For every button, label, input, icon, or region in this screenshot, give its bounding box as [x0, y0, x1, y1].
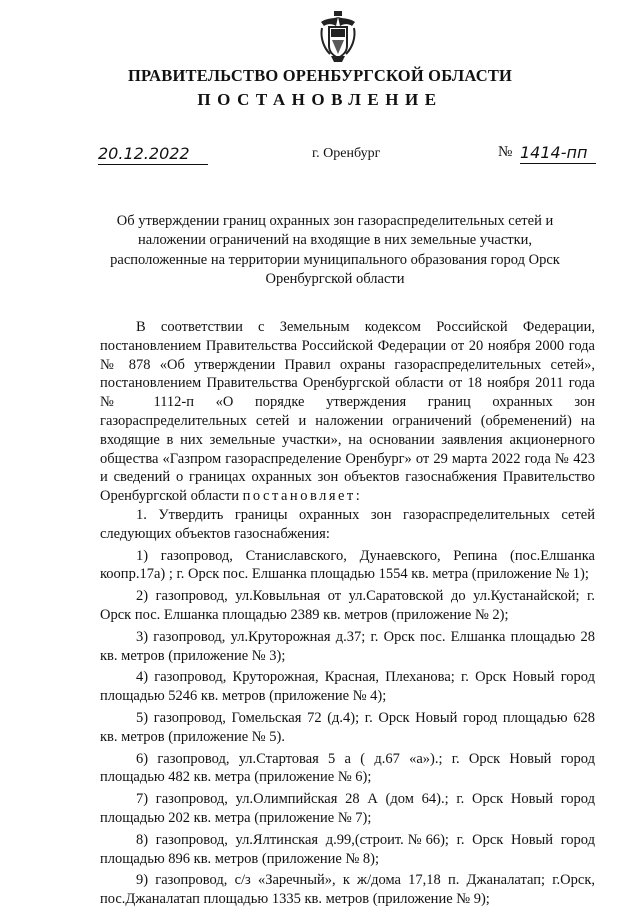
list-item: 7) газопровод, ул.Олимпийская 28 А (дом 64).; г. Орск Новый город площадью 202 кв. метра (приложение № 7);	[100, 791, 595, 826]
point-1: 1. Утвердить границы охранных зон газораспределительных сетей следующих объектов газоснабжения:	[100, 506, 595, 542]
document-city: г. Оренбург	[312, 146, 381, 161]
list-item: 2) газопровод, ул.Ковыльная от ул.Саратовской до ул.Кустанайской; г. Орск пос. Елшанка площадью 2389 кв. метров (приложение № 2);	[100, 588, 595, 623]
list-item: 5) газопровод, Гомельская 72 (д.4); г. Орск Новый город площадью 628 кв. метров (приложение № 5).	[100, 709, 595, 745]
preamble-verb: постановляет:	[242, 488, 363, 505]
document-body	[100, 318, 595, 909]
document-title: Об утверждении границ охранных зон газораспределительных сетей и наложении ограничений на входящие в них земельные участки, расположенные на территории муниципального образования город Орск Оренбургской области	[110, 213, 560, 287]
document-number: 1414-пп	[520, 143, 596, 164]
preamble-paragraph	[100, 318, 595, 506]
list-item: 3) газопровод, ул.Круторожная д.37; г. Орск пос. Елшанка площадью 28 кв. метров (приложение № 3);	[100, 628, 595, 664]
list-item: 9) газопровод, с/з «Заречный», к ж/дома 17,18 п. Джаналатап; г.Орск, пос.Джаналатап площадью 1335 кв. метров (приложение № 9);	[100, 872, 595, 908]
list-item: 6) газопровод, ул.Стартовая 5 а ( д.67 «а»).; г. Орск Новый город площадью 482 кв. метра (приложение № 6);	[100, 750, 595, 786]
list-item: 1) газопровод, Станиславского, Дунаевского, Репина (пос.Елшанка коопр.17а) ; г. Орск пос. Елшанка площадью 1554 кв. метра (приложение № 1);	[100, 547, 595, 583]
coat-of-arms-emblem	[318, 10, 358, 64]
list-item: 4) газопровод, Круторожная, Красная, Плеханова; г. Орск Новый город площадью 5246 кв. метров (приложение № 4);	[100, 669, 595, 705]
document-date: 20.12.2022	[98, 144, 208, 165]
number-label: №	[498, 144, 513, 160]
list-item: 8) газопровод, ул.Ялтинская д.99,(строит.№66); г. Орск Новый город площадью 896 кв. метров (приложение № 8);	[100, 831, 595, 867]
government-name: ПРАВИТЕЛЬСТВО ОРЕНБУРГСКОЙ ОБЛАСТИ	[127, 66, 513, 85]
preamble-text: В соответствии с Земельным кодексом Российской Федерации, постановлением Правительства Российской Федерации от 20 ноября 2000 года № 878 «Об утверждении Правил охраны газораспределительных сетей», постановлением Правительства Оренбургской области от 18 ноября 2011 года № 1112-п «О порядке утверждения границ охранных зон газораспределительных сетей и наложении ограничений (обременений) на входящие в них земельные участки», на основании заявления акционерного общества «Газпром газораспределение Оренбург» от 29 марта 2022 года № 423 и сведений о границах охранных зон объектов газоснабжения Правительство Оренбургской области	[100, 319, 595, 505]
document-type: ПОСТАНОВЛЕНИЕ	[197, 90, 443, 109]
